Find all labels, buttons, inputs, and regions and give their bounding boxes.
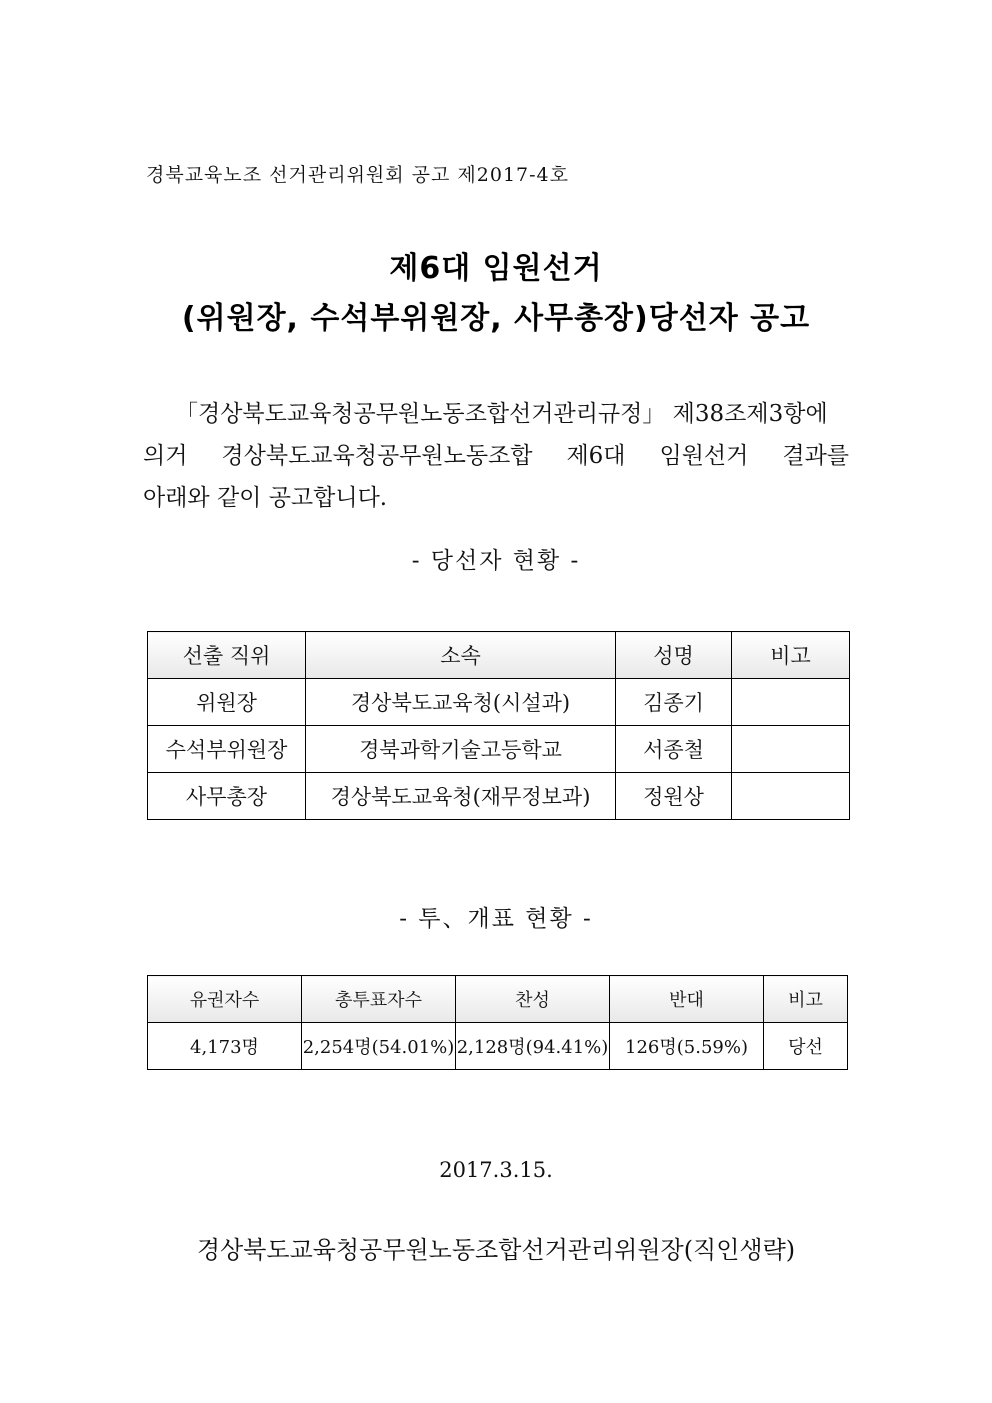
body-paragraph-line-1: 「경상북도교육청공무원노동조합선거관리규정」 제38조제3항에 — [175, 401, 828, 427]
notice-date: 2017.3.15. — [439, 1158, 553, 1182]
votes-section-heading: - 투、개표 현황 - — [399, 906, 593, 932]
column-header-remarks: 비고 — [732, 632, 850, 679]
column-header-eligible-voters: 유권자수 — [148, 976, 302, 1023]
notice-number: 경북교육노조 선거관리위원회 공고 제2017-4호 — [146, 164, 569, 186]
body-paragraph-line-2: 의거 경상북도교육청공무원노동조합 제6대 임원선거 결과를 — [143, 443, 849, 469]
column-header-total-voters: 총투표자수 — [302, 976, 456, 1023]
table-row — [148, 773, 850, 820]
body-paragraph-line-3: 아래와 같이 공고합니다. — [143, 485, 388, 511]
column-header-oppose: 반대 — [610, 976, 764, 1023]
cell-approve: 2,128명(94.41%) — [456, 1023, 610, 1070]
cell-total-voters: 2,254명(54.01%) — [302, 1023, 456, 1070]
cell-remarks — [732, 679, 850, 726]
winners-table — [147, 631, 850, 820]
table-header-row — [148, 976, 848, 1023]
cell-name: 김종기 — [616, 679, 732, 726]
column-header-position: 선출 직위 — [148, 632, 306, 679]
document-subtitle: (위원장, 수석부위원장, 사무총장)당선자 공고 — [181, 301, 811, 336]
cell-oppose: 126명(5.59%) — [610, 1023, 764, 1070]
cell-remarks — [732, 726, 850, 773]
cell-position: 위원장 — [148, 679, 306, 726]
document-title: 제6대 임원선거 — [389, 251, 603, 286]
cell-position: 사무총장 — [148, 773, 306, 820]
cell-affiliation: 경상북도교육청(시설과) — [306, 679, 616, 726]
table-header-row — [148, 632, 850, 679]
cell-affiliation: 경상북도교육청(재무정보과) — [306, 773, 616, 820]
issuer-signature: 경상북도교육청공무원노동조합선거관리위원장(직인생략) — [196, 1236, 796, 1264]
votes-table — [147, 975, 848, 1070]
cell-remarks — [732, 773, 850, 820]
column-header-name: 성명 — [616, 632, 732, 679]
column-header-approve: 찬성 — [456, 976, 610, 1023]
cell-remarks: 당선 — [764, 1023, 848, 1070]
table-row — [148, 679, 850, 726]
winners-section-heading: - 당선자 현황 - — [411, 548, 581, 574]
cell-name: 서종철 — [616, 726, 732, 773]
table-row — [148, 726, 850, 773]
cell-position: 수석부위원장 — [148, 726, 306, 773]
column-header-affiliation: 소속 — [306, 632, 616, 679]
table-row — [148, 1023, 848, 1070]
column-header-remarks: 비고 — [764, 976, 848, 1023]
cell-eligible-voters: 4,173명 — [148, 1023, 302, 1070]
cell-affiliation: 경북과학기술고등학교 — [306, 726, 616, 773]
cell-name: 정원상 — [616, 773, 732, 820]
